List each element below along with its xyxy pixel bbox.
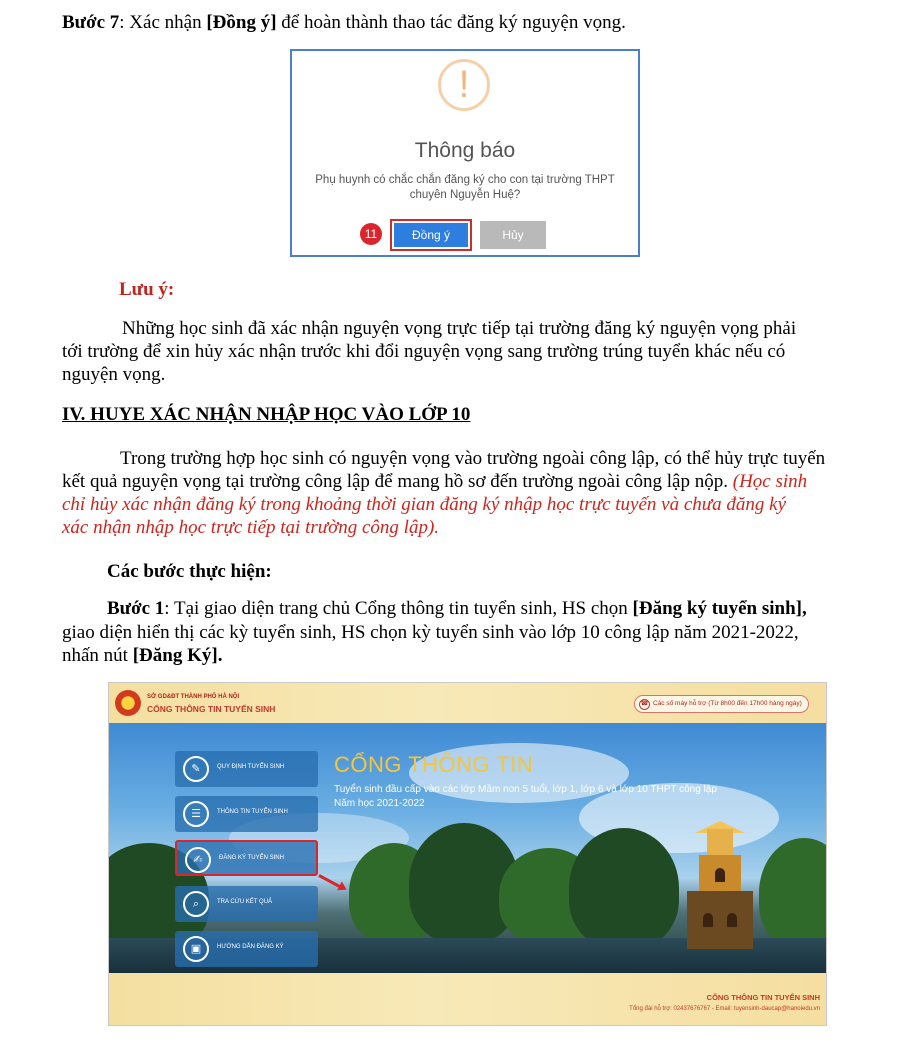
tower-arch	[703, 913, 713, 927]
tower-top	[707, 829, 733, 857]
hero-subtitle: Tuyển sinh đầu cấp vào các lớp Mầm non 5 tuổi, lớp 1, lớp 6 và lớp 10 THPT công lập	[334, 784, 717, 795]
monitor-icon: ▣	[183, 936, 209, 962]
menu-label: ĐĂNG KÝ TUYỂN SINH	[219, 855, 284, 861]
menu-label: HƯỚNG DẪN ĐĂNG KÝ	[217, 944, 284, 950]
header-department: SỞ GD&ĐT THÀNH PHỐ HÀ NỘI	[147, 694, 240, 700]
step1-line2: giao diện hiển thị các kỳ tuyển sinh, HS chọn kỳ tuyển sinh vào lớp 10 công lập năm 2021-2022,	[62, 622, 799, 643]
note-heading: Lưu ý:	[119, 279, 175, 300]
ok-button-label: Đồng ý	[394, 223, 468, 247]
section4-line2	[62, 471, 807, 493]
pointer-arrow-icon	[318, 874, 344, 890]
menu-rules-button[interactable]	[175, 751, 318, 787]
section4-line1: Trong trường hợp học sinh có nguyện vọng vào trường ngoài công lập, có thể hủy trực tuyến	[120, 448, 826, 469]
dialog-title: Thông báo	[414, 139, 516, 162]
portal-header	[109, 683, 826, 723]
step1-label: Bước 1	[107, 598, 165, 619]
step1-bold: [Đăng ký tuyển sinh],	[632, 598, 807, 619]
step1-line3-bold: [Đăng Ký].	[132, 645, 223, 666]
search-doc-icon: ⌕	[183, 891, 209, 917]
section4-heading: IV. HUYE XÁC NHẬN NHẬP HỌC VÀO LỚP 10	[62, 404, 471, 425]
step1-line3-text: nhấn nút	[62, 645, 133, 666]
footer-title: CỔNG THÔNG TIN TUYỂN SINH	[706, 993, 820, 1002]
cancel-button[interactable]: Hủy	[480, 221, 546, 249]
section4-line2-red: (Học sinh	[732, 471, 808, 492]
step7-label: Bước 7	[62, 12, 120, 33]
warning-icon: !	[438, 59, 490, 111]
header-portal-name: CỔNG THÔNG TIN TUYỂN SINH	[147, 704, 276, 714]
note-line1: Những học sinh đã xác nhận nguyện vọng trực tiếp tại trường đăng ký nguyện vọng phải	[122, 318, 797, 339]
step7-text: : Xác nhận	[119, 12, 207, 33]
tower-arch	[715, 868, 725, 882]
menu-label: QUY ĐỊNH TUYỂN SINH	[217, 764, 285, 770]
tower-arch	[727, 913, 737, 927]
hero-school-year: Năm học 2021-2022	[334, 798, 425, 809]
section4-line4: xác nhận nhập học trực tiếp tại trường công lập).	[62, 517, 440, 538]
steps-heading: Các bước thực hiện:	[107, 561, 272, 582]
footer-contact: Tổng đài hỗ trợ: 02437676767 - Email: tuyensinh-daucap@hanoiedu.vn	[629, 1006, 820, 1012]
portal-screenshot	[108, 682, 827, 1026]
step-number-badge: 11	[360, 223, 382, 245]
section4-line2-plain: kết quả nguyện vọng tại trường công lập để mang hồ sơ đến trường ngoài công lập nộp.	[62, 471, 733, 492]
step1-line1	[107, 598, 807, 620]
menu-label: TRA CỨU KẾT QUẢ	[217, 899, 273, 905]
menu-register-button[interactable]	[175, 840, 318, 876]
ok-button[interactable]	[390, 219, 472, 251]
step7-bold: [Đồng ý]	[206, 12, 277, 33]
hotline-label: Các số máy hỗ trợ (Từ 8h00 đến 17h00 hàng ngày)	[653, 700, 802, 707]
section4-line3: chỉ hủy xác nhận đăng ký trong khoảng thời gian đăng ký nhập học trực tuyến và chưa đăng ký	[62, 494, 787, 515]
menu-label: THÔNG TIN TUYỂN SINH	[217, 809, 288, 815]
hotline-button[interactable]	[634, 695, 809, 713]
step1-line3	[62, 645, 222, 667]
menu-info-button[interactable]	[175, 796, 318, 832]
dialog-message-line2: chuyên Nguyễn Huệ?	[409, 189, 521, 201]
menu-lookup-button[interactable]	[175, 886, 318, 922]
list-icon: ☰	[183, 801, 209, 827]
menu-guide-button[interactable]	[175, 931, 318, 967]
note-line2: tới trường để xin hủy xác nhận trước khi đổi nguyện vọng sang trường trúng tuyển khác nếu có	[62, 341, 786, 362]
hero-title: CỔNG THÔNG TIN	[334, 752, 534, 777]
phone-icon: ☎	[639, 699, 650, 710]
portal-footer	[109, 973, 826, 1025]
dialog-message-line1: Phụ huynh có chắc chắn đăng ký cho con tại trường THPT	[315, 174, 615, 186]
register-icon: ✍	[185, 847, 211, 873]
note-line3: nguyện vọng.	[62, 364, 166, 385]
dialog-message	[302, 173, 628, 203]
tree	[759, 838, 826, 948]
clipboard-icon: ✎	[183, 756, 209, 782]
step1-text-a: : Tại giao diện trang chủ Cổng thông tin tuyển sinh, HS chọn	[164, 598, 633, 619]
tower-base	[687, 891, 753, 949]
step7-text2: để hoàn thành thao tác đăng ký nguyện vọng.	[276, 12, 626, 33]
tree	[569, 828, 679, 948]
confirm-dialog-screenshot	[290, 49, 640, 257]
hero-banner	[109, 723, 826, 973]
emblem-icon	[115, 690, 141, 716]
step7-paragraph	[62, 12, 626, 34]
